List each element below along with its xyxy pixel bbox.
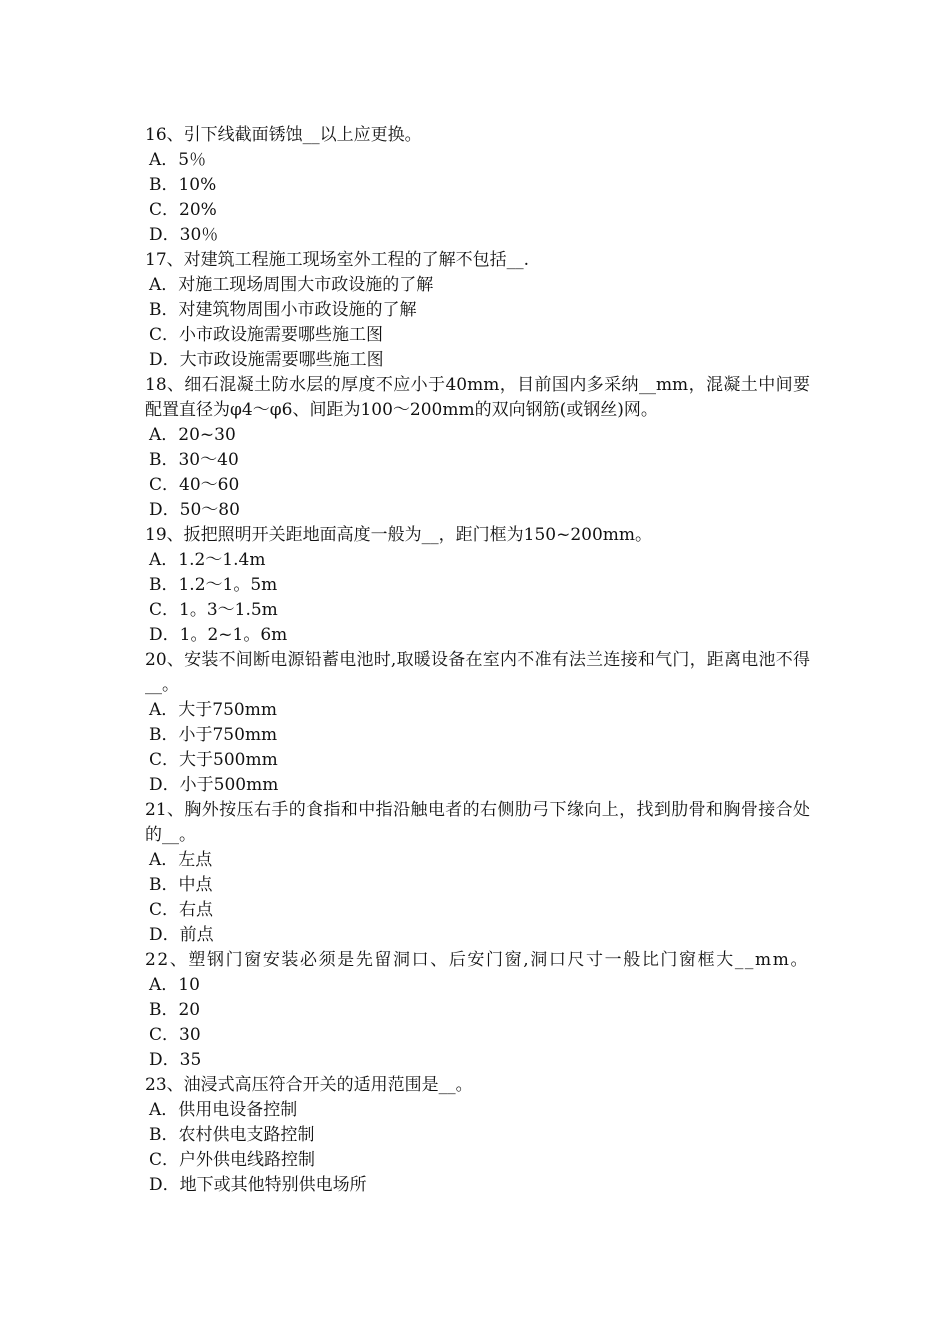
option-c: C．户外供电线路控制 <box>149 1150 316 1170</box>
option-c: C．大于500mm <box>149 750 278 770</box>
question-16 <box>145 123 810 248</box>
option-d: D．大市政设施需要哪些施工图 <box>149 350 384 370</box>
question-stem: 21、胸外按压右手的食指和中指沿触电者的右侧肋弓下缘向上，找到肋骨和胸骨接合处的__。 <box>145 800 810 845</box>
option-b: B．农村供电支路控制 <box>149 1125 315 1145</box>
option-a: A．20~30 <box>149 425 236 445</box>
option-b: B．中点 <box>149 875 213 895</box>
option-d: D．小于500mm <box>149 775 279 795</box>
option-a: A．左点 <box>149 850 213 870</box>
option-d: D．地下或其他特别供电场所 <box>149 1175 367 1195</box>
option-b: B．对建筑物周围小市政设施的了解 <box>149 300 417 320</box>
option-c: C．右点 <box>149 900 214 920</box>
question-20 <box>145 648 810 798</box>
question-stem: 19、扳把照明开关距地面高度一般为__，距门框为150~200mm。 <box>145 525 653 545</box>
option-b: B．小于750mm <box>149 725 278 745</box>
option-a: A．供用电设备控制 <box>149 1100 298 1120</box>
question-stem: 22、塑钢门窗安装必须是先留洞口、后安门窗,洞口尺寸一般比门窗框大__mm。 <box>145 950 810 970</box>
option-list <box>145 973 810 1073</box>
option-c: C．40～60 <box>149 475 240 495</box>
option-a: A．大于750mm <box>149 700 277 720</box>
question-stem: 16、引下线截面锈蚀__以上应更换。 <box>145 125 422 145</box>
option-c: C．小市政设施需要哪些施工图 <box>149 325 384 345</box>
option-list <box>145 548 810 648</box>
question-list <box>145 123 810 1198</box>
question-stem: 20、安装不间断电源铅蓄电池时,取暖设备在室内不准有法兰连接和气门，距离电池不得__。 <box>145 650 810 695</box>
option-list <box>145 273 810 373</box>
option-b: B．1.2～1。5m <box>149 575 278 595</box>
option-b: B．10% <box>149 175 217 195</box>
question-21 <box>145 798 810 948</box>
option-d: D．30％ <box>149 225 219 245</box>
option-c: C．1。3～1.5m <box>149 600 278 620</box>
option-c: C．30 <box>149 1025 201 1045</box>
option-d: D．前点 <box>149 925 214 945</box>
option-list <box>145 148 810 248</box>
option-b: B．20 <box>149 1000 201 1020</box>
option-a: A．5％ <box>149 150 207 170</box>
option-b: B．30～40 <box>149 450 239 470</box>
question-19 <box>145 523 810 648</box>
option-a: A．10 <box>149 975 200 995</box>
option-list <box>145 698 810 798</box>
option-d: D．1。2~1。6m <box>149 625 288 645</box>
question-stem: 18、细石混凝土防水层的厚度不应小于40mm，目前国内多采纳__mm，混凝土中间要配置直径为φ4～φ6、间距为100～200mm的双向钢筋(或钢丝)网。 <box>145 375 810 420</box>
option-a: A．1.2～1.4m <box>149 550 266 570</box>
option-c: C．20% <box>149 200 217 220</box>
option-d: D．35 <box>149 1050 202 1070</box>
question-stem: 17、对建筑工程施工现场室外工程的了解不包括__. <box>145 250 530 270</box>
question-stem: 23、油浸式高压符合开关的适用范围是__。 <box>145 1075 473 1095</box>
question-23 <box>145 1073 810 1198</box>
option-a: A．对施工现场周围大市政设施的了解 <box>149 275 434 295</box>
question-17 <box>145 248 810 373</box>
option-d: D．50～80 <box>149 500 240 520</box>
option-list <box>145 1098 810 1198</box>
question-18 <box>145 373 810 523</box>
option-list <box>145 848 810 948</box>
question-22 <box>145 948 810 1073</box>
option-list <box>145 423 810 523</box>
